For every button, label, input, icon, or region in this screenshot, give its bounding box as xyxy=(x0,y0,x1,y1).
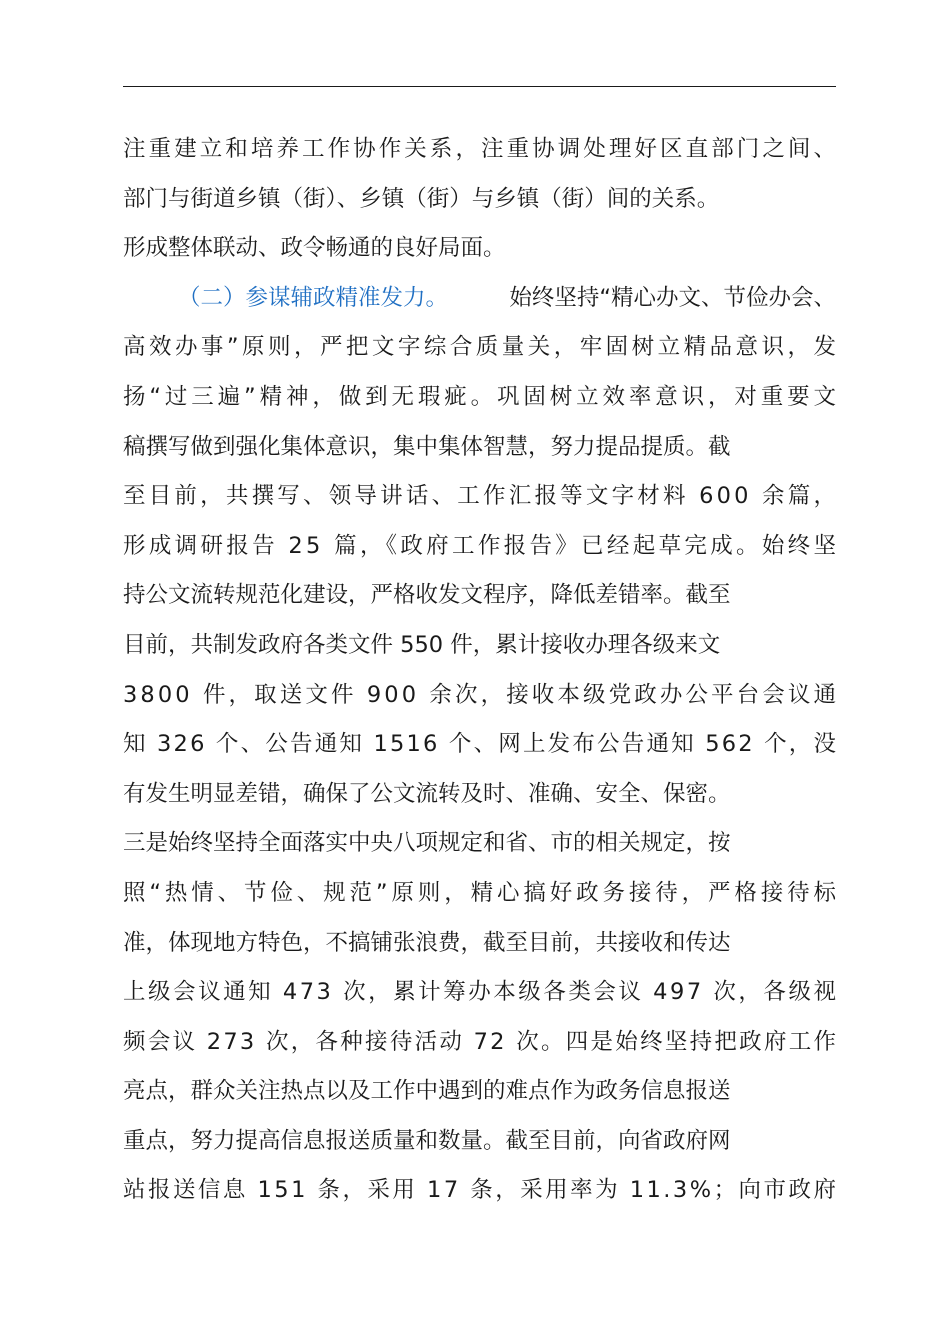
text-line xyxy=(123,869,840,919)
line-text: 频会议 273 次，各种接待活动 72 次。四是始终坚持把政府工作 xyxy=(123,1028,839,1055)
line-text: 有发生明显差错，确保了公文流转及时、准确、安全、保密。 xyxy=(123,780,731,807)
text-line xyxy=(123,819,836,869)
text-line xyxy=(123,423,836,473)
line-text: 部门与街道乡镇（街）、乡镇（街）与乡镇（街）间的关系。 xyxy=(123,185,720,212)
text-line xyxy=(123,373,840,423)
text-line xyxy=(123,671,840,721)
text-line xyxy=(123,968,839,1018)
section-heading-line xyxy=(123,274,836,324)
line-text: 至目前，共撰写、领导讲话、工作汇报等文字材料 600 余篇， xyxy=(123,483,840,510)
header-rule xyxy=(123,86,836,87)
text-line xyxy=(123,720,839,770)
text-line xyxy=(123,472,840,522)
text-line xyxy=(123,1117,836,1167)
line-text: 知 326 个、公告通知 1516 个、网上发布公告通知 562 个，没 xyxy=(123,731,839,758)
line-text: 三是始终坚持全面落实中央八项规定和省、市的相关规定，按 xyxy=(123,830,731,857)
line-text: 高效办事”原则，严把文字综合质量关，牢固树立精品意识，发 xyxy=(123,334,840,361)
text-line xyxy=(123,621,836,671)
line-text: 形成调研报告 25 篇，《政府工作报告》已经起草完成。始终坚 xyxy=(123,532,840,559)
text-line xyxy=(123,224,836,274)
text-line xyxy=(123,175,836,225)
line-text: 站报送信息 151 条，采用 17 条，采用率为 11.3%；向市政府 xyxy=(123,1177,839,1204)
line-text: 照“热情、节俭、规范”原则，精心搞好政务接待，严格接待标 xyxy=(123,879,840,906)
text-line xyxy=(123,770,836,820)
text-line xyxy=(123,522,840,572)
text-line xyxy=(123,1018,839,1068)
line-text: 持公文流转规范化建设，严格收发文程序，降低差错率。截至 xyxy=(123,582,731,609)
text-line xyxy=(123,919,836,969)
line-text: 稿撰写做到强化集体意识，集中集体智慧，努力提品提质。截 xyxy=(123,433,731,460)
line-text: 重点，努力提高信息报送质量和数量。截至目前，向省政府网 xyxy=(123,1127,731,1154)
text-line xyxy=(123,1067,836,1117)
line-text: 形成整体联动、政令畅通的良好局面。 xyxy=(123,235,506,262)
text-line xyxy=(123,571,836,621)
text-line xyxy=(123,1166,839,1216)
line-text: 目前，共制发政府各类文件 550 件，累计接收办理各级来文 xyxy=(123,631,721,658)
line-text: 注重建立和培养工作协作关系，注重协调处理好区直部门之间、 xyxy=(123,136,840,162)
document-body xyxy=(123,125,840,1216)
line-text: 亮点，群众关注热点以及工作中遇到的难点作为政务信息报送 xyxy=(123,1078,731,1105)
section-heading: （二）参谋辅政精准发力。 xyxy=(178,284,449,311)
line-text: 上级会议通知 473 次，累计筹办本级各类会议 497 次，各级视 xyxy=(123,979,839,1006)
text-line xyxy=(123,125,840,175)
line-text: 准，体现地方特色，不搞铺张浪费，截至目前，共接收和传达 xyxy=(123,929,731,956)
line-text: 3800 件，取送文件 900 余次，接收本级党政办公平台会议通 xyxy=(123,681,840,708)
section-lead-text: 始终坚持“精心办文、节俭办会、 xyxy=(509,284,836,311)
text-line xyxy=(123,323,840,373)
line-text: 扬“过三遍”精神，做到无瑕疵。巩固树立效率意识，对重要文 xyxy=(123,383,840,410)
